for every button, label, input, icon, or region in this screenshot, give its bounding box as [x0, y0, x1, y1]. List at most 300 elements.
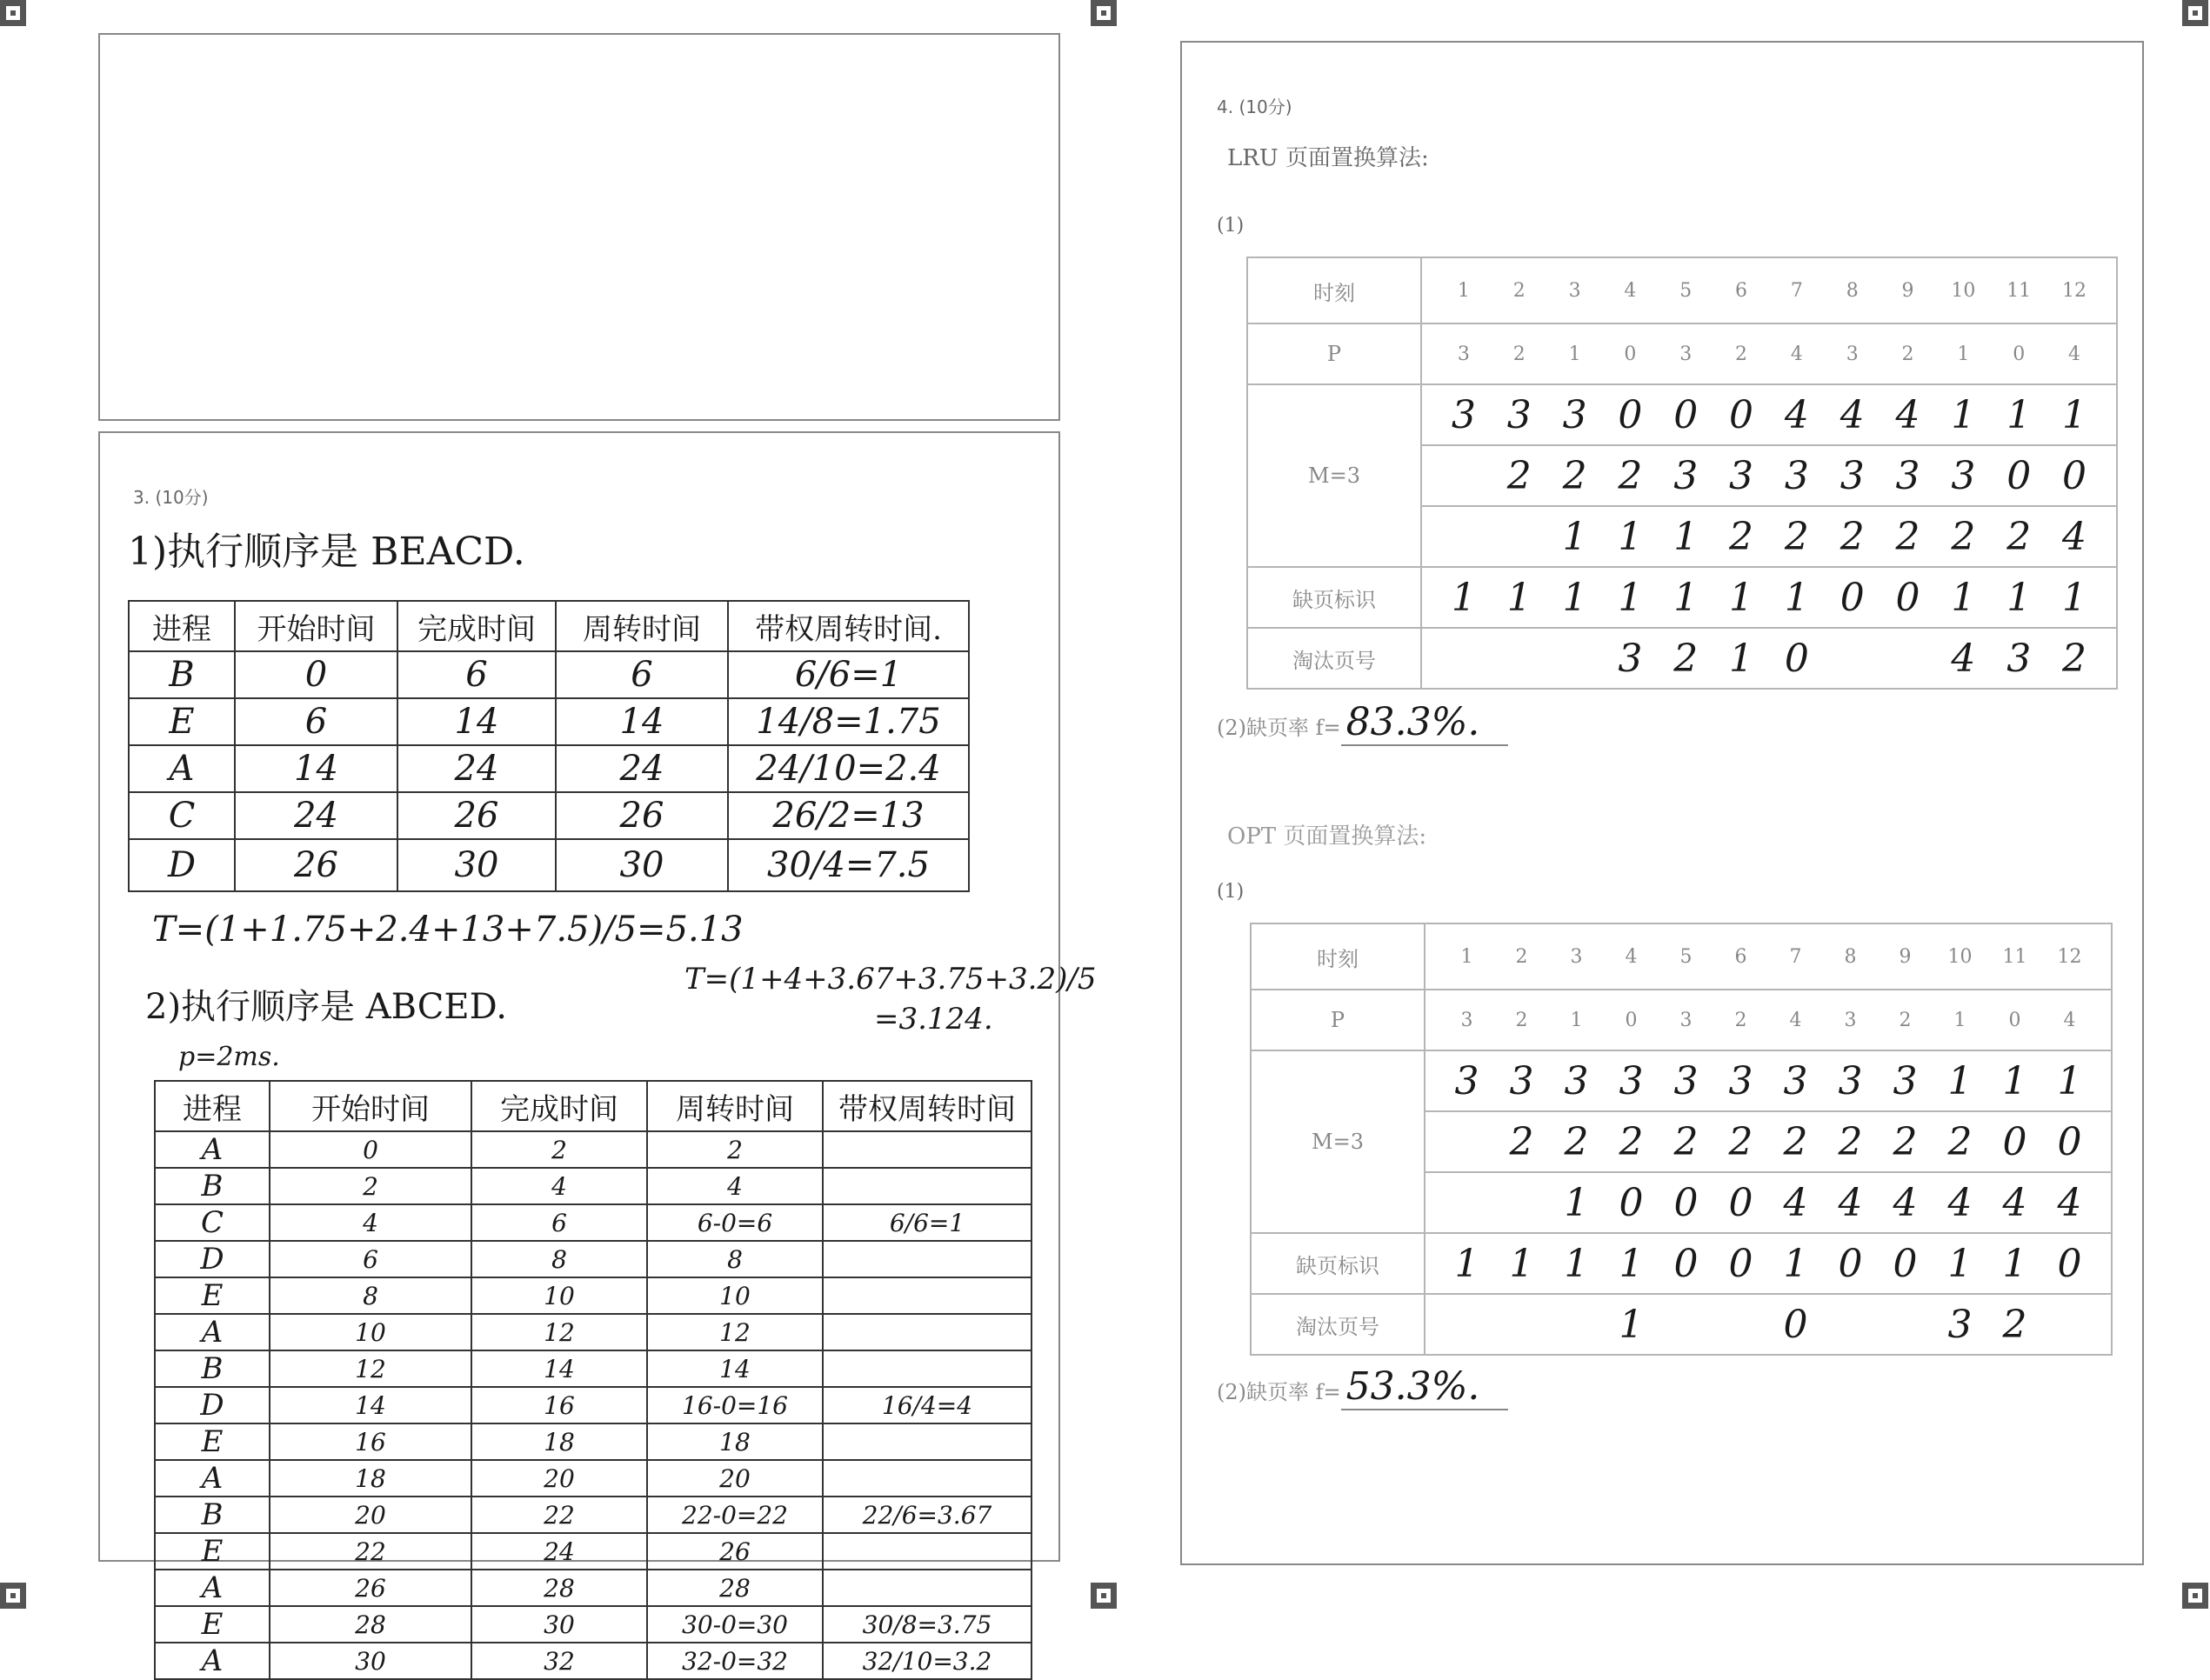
table-cell: 0	[1673, 1180, 1699, 1225]
table-cell: 0	[2062, 453, 2087, 498]
table-cell	[823, 1423, 1032, 1460]
page-row	[1247, 323, 2117, 384]
table-row	[129, 745, 969, 792]
table-row	[155, 1277, 1032, 1314]
fault-flag-row-label: 缺页标识	[1247, 567, 1421, 628]
table-cell: 1	[1784, 575, 1809, 620]
table-cell	[823, 1533, 1032, 1570]
table-cell: 4	[1947, 1180, 1973, 1225]
frame-row-2-values	[1425, 1111, 2112, 1172]
table-cell: 3	[1568, 279, 1581, 302]
table-cell	[1826, 1303, 1875, 1347]
table-cell	[823, 1350, 1032, 1387]
table-cell: A	[155, 1131, 270, 1168]
table-cell: 0	[1783, 1302, 1808, 1347]
table-cell: 3	[1679, 343, 1693, 365]
table-cell: 14	[556, 698, 728, 745]
table-cell: 6/6=1	[823, 1204, 1032, 1241]
table-row	[155, 1570, 1032, 1606]
table-cell: 4	[1790, 343, 1803, 365]
table-cell: 6	[1735, 279, 1748, 302]
table-cell: 2	[1735, 343, 1748, 365]
table-cell: 2	[1899, 1009, 1912, 1031]
table-cell: 3	[1619, 1058, 1644, 1103]
table-cell: 12	[270, 1350, 471, 1387]
table-cell: 20	[270, 1497, 471, 1533]
table-cell: 3	[1895, 453, 1920, 498]
table-row	[155, 1643, 1032, 1679]
opt-title: OPT 页面置换算法:	[1227, 823, 1427, 850]
lru-table	[1246, 257, 2118, 690]
table1-header-cell: 完成时间	[397, 601, 556, 651]
table-cell: 24	[556, 745, 728, 792]
table-cell: 0	[1728, 1241, 1753, 1286]
lru-fault-rate-value: 83.3%.	[1341, 700, 1508, 746]
table-cell: 3	[1844, 1009, 1857, 1031]
table-cell: 4	[2062, 514, 2087, 559]
table-cell: 0	[235, 651, 397, 698]
table-cell: 0	[2013, 343, 2026, 365]
table-cell: 2	[1728, 1119, 1753, 1164]
table-cell	[1552, 1303, 1601, 1347]
table-cell: 1	[2002, 1058, 2027, 1103]
opt-part1-label: (1)	[1217, 881, 1245, 903]
table-cell: 3	[1564, 1058, 1589, 1103]
table-cell: 4	[1895, 392, 1920, 437]
table-cell: 1	[1564, 1241, 1589, 1286]
table-cell: 2	[2002, 1302, 2027, 1347]
table-cell: 0	[2057, 1119, 2082, 1164]
table2-header-cell: 完成时间	[471, 1081, 647, 1131]
table-cell: 9	[1901, 279, 1914, 302]
table-cell: 22	[270, 1533, 471, 1570]
table-cell: 4	[270, 1204, 471, 1241]
table-cell: 1	[1947, 1058, 1973, 1103]
table-row	[155, 1241, 1032, 1277]
table-cell: 22/6=3.67	[823, 1497, 1032, 1533]
table-cell: 1	[2006, 575, 2032, 620]
question-4-label: 4. (10分)	[1217, 97, 1292, 117]
table-cell: 4	[2068, 343, 2081, 365]
table-cell: 0	[1625, 1009, 1638, 1031]
table-cell: 2	[1619, 1119, 1644, 1164]
table-cell: 3	[1947, 1302, 1973, 1347]
table-cell	[1498, 1181, 1546, 1225]
page-row-values	[1421, 323, 2117, 384]
table-cell: 3	[1783, 1058, 1808, 1103]
table-cell: 2	[1512, 343, 1526, 365]
table-cell: 14	[397, 698, 556, 745]
table-row	[155, 1460, 1032, 1497]
table1-header-cell: 开始时间	[235, 601, 397, 651]
table-cell: 26	[235, 839, 397, 891]
table-cell: 16/4=4	[823, 1387, 1032, 1423]
table-cell: 1	[1619, 1241, 1644, 1286]
page-row-label: P	[1251, 990, 1425, 1050]
table1-header-cell: 周转时间	[556, 601, 728, 651]
table-cell: 10	[647, 1277, 823, 1314]
table-cell: 2	[1783, 1119, 1808, 1164]
table-cell: B	[155, 1497, 270, 1533]
evicted-page-row-values	[1421, 628, 2117, 689]
table-cell: E	[129, 698, 235, 745]
table-cell: 2	[1618, 453, 1643, 498]
table-cell: D	[155, 1387, 270, 1423]
schedule-table-2	[154, 1080, 1032, 1680]
table-cell: 30	[556, 839, 728, 891]
table-cell: 0	[1784, 636, 1809, 681]
table-cell: 26/2=13	[728, 792, 969, 839]
table-cell: 14	[471, 1350, 647, 1387]
table-cell: 1	[2062, 575, 2087, 620]
table-cell: 3	[1509, 1058, 1534, 1103]
registration-mark-bottom-right	[2182, 1583, 2208, 1609]
table-cell: 0	[1673, 1241, 1699, 1286]
table-cell: 3	[1618, 636, 1643, 681]
table-cell	[823, 1277, 1032, 1314]
fault-flag-row	[1251, 1233, 2112, 1294]
table-cell: 1	[1953, 1009, 1966, 1031]
table-cell: 20	[647, 1460, 823, 1497]
table-cell: E	[155, 1423, 270, 1460]
table-cell: 4	[1838, 1180, 1863, 1225]
opt-table	[1250, 923, 2113, 1356]
table-cell	[823, 1314, 1032, 1350]
table-cell: 3	[1846, 343, 1859, 365]
table-cell: 3	[1451, 392, 1476, 437]
table-cell: 10	[1947, 945, 1973, 968]
table-cell: 18	[647, 1423, 823, 1460]
table-cell: 30	[397, 839, 556, 891]
table-cell: 1	[1564, 1180, 1589, 1225]
table-row	[155, 1204, 1032, 1241]
table-cell: 1	[1673, 575, 1699, 620]
table-cell: 30	[270, 1643, 471, 1679]
table-row	[155, 1350, 1032, 1387]
table-cell: 2	[1673, 636, 1699, 681]
table-cell	[1439, 515, 1488, 559]
schedule-table-1	[128, 600, 970, 892]
frame-row-1-label: M=3	[1247, 384, 1421, 567]
table-cell: 2	[1673, 1119, 1699, 1164]
lru-title: LRU 页面置换算法:	[1227, 145, 1429, 171]
table-cell: 18	[270, 1460, 471, 1497]
table-cell: 1	[1454, 1241, 1479, 1286]
table-row	[129, 698, 969, 745]
table-cell: 5	[1679, 279, 1693, 302]
lru-fault-rate-line	[1217, 700, 1508, 746]
table-cell: 4	[647, 1168, 823, 1204]
table-cell: 6-0=6	[647, 1204, 823, 1241]
table-cell: 2	[1515, 1009, 1528, 1031]
table-cell	[1439, 637, 1488, 681]
evicted-page-row	[1247, 628, 2117, 689]
table-cell: 3	[1570, 945, 1583, 968]
table-cell: 3	[1457, 343, 1470, 365]
table-cell: 2	[2062, 636, 2087, 681]
table-cell: 1	[1506, 575, 1532, 620]
table-cell: 1	[1729, 636, 1754, 681]
table-cell: 10	[270, 1314, 471, 1350]
table-cell: 0	[1895, 575, 1920, 620]
table-cell: C	[155, 1204, 270, 1241]
registration-mark-top-right	[2182, 0, 2208, 26]
table-cell: 8	[1844, 945, 1857, 968]
table-cell: 2	[471, 1131, 647, 1168]
table-cell: 11	[2002, 945, 2027, 968]
table-cell: 0	[2008, 1009, 2021, 1031]
registration-mark-bottom-left	[0, 1583, 26, 1609]
table-cell: 1	[1457, 279, 1470, 302]
table-cell: 2	[1893, 1119, 1918, 1164]
time-row	[1251, 923, 2112, 990]
table1-header-cell: 进程	[129, 601, 235, 651]
table-cell: 3	[1784, 453, 1809, 498]
table-cell: 0	[2057, 1241, 2082, 1286]
table-cell: 4	[1624, 279, 1637, 302]
table-cell: 2	[1506, 453, 1532, 498]
table-cell: 8	[647, 1241, 823, 1277]
table-row	[155, 1497, 1032, 1533]
table-row	[155, 1168, 1032, 1204]
fault-flag-row-label: 缺页标识	[1251, 1233, 1425, 1294]
table-cell: 6	[1734, 945, 1747, 968]
table-cell	[1443, 1120, 1492, 1164]
table-cell: 2	[1562, 453, 1587, 498]
table-cell: 3	[1454, 1058, 1479, 1103]
table-cell: 6	[556, 651, 728, 698]
table-cell: 2	[1564, 1119, 1589, 1164]
table-cell: 1	[1951, 575, 1976, 620]
table-cell: 4	[1951, 636, 1976, 681]
table-row	[129, 651, 969, 698]
table-cell: 3	[1673, 1058, 1699, 1103]
table-cell: 2	[270, 1168, 471, 1204]
table-cell	[823, 1131, 1032, 1168]
opt-fault-rate-label: (2)缺页率 f=	[1217, 1380, 1341, 1404]
table-cell: 32	[471, 1643, 647, 1679]
table-cell: 4	[2057, 1180, 2082, 1225]
table-cell: 6	[235, 698, 397, 745]
table-cell: A	[155, 1314, 270, 1350]
table-cell: 4	[1784, 392, 1809, 437]
table-cell: 30/8=3.75	[823, 1606, 1032, 1643]
frame-row-1	[1247, 384, 2117, 445]
table-cell: 0	[2006, 453, 2032, 498]
table-cell: 2	[1515, 945, 1528, 968]
table-cell: 26	[556, 792, 728, 839]
time-row	[1247, 257, 2117, 323]
table1-header-row	[129, 601, 969, 651]
frame-row-1-values	[1425, 1050, 2112, 1111]
table-cell	[823, 1168, 1032, 1204]
table-cell: 6	[397, 651, 556, 698]
table-cell: 16	[270, 1423, 471, 1460]
table-cell: 2	[1509, 1119, 1534, 1164]
table-cell: 4	[1625, 945, 1638, 968]
table-cell: 8	[1846, 279, 1859, 302]
table-cell: 26	[647, 1533, 823, 1570]
table-cell: 2	[1901, 343, 1914, 365]
table-cell: 0	[1893, 1241, 1918, 1286]
registration-mark-bottom-center	[1091, 1583, 1117, 1609]
table-cell: 24	[397, 745, 556, 792]
table-cell	[1439, 454, 1488, 498]
blank-answer-box	[98, 33, 1060, 421]
table1-header-cell: 带权周转时间.	[728, 601, 969, 651]
table-cell: 0	[1728, 1180, 1753, 1225]
frame-row-3-values	[1425, 1172, 2112, 1233]
table-row	[155, 1533, 1032, 1570]
table-cell: 4	[1783, 1180, 1808, 1225]
table-cell: 0	[270, 1131, 471, 1168]
table-cell: 1	[1451, 575, 1476, 620]
table-cell: E	[155, 1277, 270, 1314]
page-row-values	[1425, 990, 2112, 1050]
table-cell: 3	[1460, 1009, 1473, 1031]
question-3-panel	[98, 431, 1097, 1678]
table-cell: 14	[235, 745, 397, 792]
table-cell: 4	[1839, 392, 1865, 437]
table-cell: 3	[1679, 1009, 1693, 1031]
average-turnaround-1: T=(1+1.75+2.4+13+7.5)/5=5.13	[152, 910, 744, 950]
table-cell: 2	[1839, 514, 1865, 559]
table-cell: 2	[2006, 514, 2032, 559]
table-row	[155, 1606, 1032, 1643]
table2-header-row	[155, 1081, 1032, 1131]
table-cell: 0	[1673, 392, 1699, 437]
table-cell: 3	[1506, 392, 1532, 437]
table-cell: B	[155, 1168, 270, 1204]
table-cell: A	[129, 745, 235, 792]
table-cell: C	[129, 792, 235, 839]
time-row-values	[1421, 257, 2117, 323]
time-row-label: 时刻	[1247, 257, 1421, 323]
table-cell: 0	[1839, 575, 1865, 620]
table-cell: A	[155, 1643, 270, 1679]
table-cell: 3	[2006, 636, 2032, 681]
table-row	[155, 1131, 1032, 1168]
part1-heading: 1)执行顺序是 BEACD.	[128, 530, 525, 574]
table-row	[129, 839, 969, 891]
frame-row-3-values	[1421, 506, 2117, 567]
table-cell: 2	[1784, 514, 1809, 559]
table-cell: 16	[471, 1387, 647, 1423]
table-cell: 1	[1619, 1302, 1644, 1347]
table-cell: 2	[1895, 514, 1920, 559]
table-cell: 0	[1618, 392, 1643, 437]
question-3-label: 3. (10分)	[133, 487, 209, 508]
table-cell: 0	[1838, 1241, 1863, 1286]
table-cell	[1881, 1303, 1930, 1347]
table-cell: 7	[1789, 945, 1802, 968]
table-cell	[1884, 637, 1933, 681]
table-cell: 3	[1893, 1058, 1918, 1103]
table-cell: 28	[270, 1606, 471, 1643]
table-cell	[1443, 1181, 1492, 1225]
table-cell: 3	[1673, 453, 1699, 498]
table-cell: 2	[1838, 1119, 1863, 1164]
average-turnaround-2-line1: T=(1+4+3.67+3.75+3.2)/5	[684, 962, 1097, 997]
table-cell: E	[155, 1533, 270, 1570]
table-cell: 0	[1619, 1180, 1644, 1225]
part2-heading: 2)执行顺序是 ABCED.	[145, 987, 507, 1027]
table-cell: 24/10=2.4	[728, 745, 969, 792]
table-cell: 2	[1729, 514, 1754, 559]
table-cell: 12	[471, 1314, 647, 1350]
lru-fault-rate-label: (2)缺页率 f=	[1217, 716, 1341, 740]
table-cell: 1	[1618, 575, 1643, 620]
table-cell: 2	[1947, 1119, 1973, 1164]
table-cell: D	[155, 1241, 270, 1277]
table-cell: 4	[1789, 1009, 1802, 1031]
opt-fault-rate-value: 53.3%.	[1341, 1364, 1508, 1410]
table-cell: 26	[397, 792, 556, 839]
table-cell	[823, 1460, 1032, 1497]
page-row-label: P	[1247, 323, 1421, 384]
table-cell: 32-0=32	[647, 1643, 823, 1679]
table-cell: 6	[270, 1241, 471, 1277]
table-cell: 1	[2006, 392, 2032, 437]
table-cell: 1	[1729, 575, 1754, 620]
table-cell: 3	[1951, 453, 1976, 498]
table-cell: 1	[2062, 392, 2087, 437]
registration-mark-top-center	[1091, 0, 1117, 26]
table2-header-cell: 带权周转时间	[823, 1081, 1032, 1131]
table-cell: 6	[471, 1204, 647, 1241]
question-4-panel	[1180, 41, 2144, 1565]
table-cell: 14	[647, 1350, 823, 1387]
table-cell: 1	[1673, 514, 1699, 559]
table-cell: 4	[2002, 1180, 2027, 1225]
evicted-page-row-label: 淘汰页号	[1247, 628, 1421, 689]
table-cell: 30/4=7.5	[728, 839, 969, 891]
table-cell: 7	[1790, 279, 1803, 302]
table-cell: 2	[1951, 514, 1976, 559]
table-cell: 6/6=1	[728, 651, 969, 698]
table-cell: 1	[1568, 343, 1581, 365]
table-cell: 3	[1728, 1058, 1753, 1103]
table-cell	[1662, 1303, 1711, 1347]
table-cell: 10	[1951, 279, 1976, 302]
time-row-values	[1425, 923, 2112, 990]
table-row	[155, 1314, 1032, 1350]
table-cell: 3	[1838, 1058, 1863, 1103]
table-cell: 12	[2062, 279, 2087, 302]
table2-header-cell: 周转时间	[647, 1081, 823, 1131]
table-cell: 1	[1951, 392, 1976, 437]
table-cell	[1498, 1303, 1546, 1347]
table-cell: 1	[2057, 1058, 2082, 1103]
table-cell: 4	[1893, 1180, 1918, 1225]
table-cell: 22-0=22	[647, 1497, 823, 1533]
table-cell	[1551, 637, 1599, 681]
table-cell: 28	[647, 1570, 823, 1606]
table-cell: 1	[1618, 514, 1643, 559]
table2-header-cell: 进程	[155, 1081, 270, 1131]
registration-mark-top-left	[0, 0, 26, 26]
table-cell: 18	[471, 1423, 647, 1460]
table-cell	[823, 1241, 1032, 1277]
table-cell: B	[129, 651, 235, 698]
table-cell: 26	[270, 1570, 471, 1606]
table-cell: 8	[471, 1241, 647, 1277]
evicted-page-row-label: 淘汰页号	[1251, 1294, 1425, 1355]
table-cell: 24	[235, 792, 397, 839]
table2-header-cell: 开始时间	[270, 1081, 471, 1131]
table-cell: 0	[2002, 1119, 2027, 1164]
table-row	[155, 1423, 1032, 1460]
